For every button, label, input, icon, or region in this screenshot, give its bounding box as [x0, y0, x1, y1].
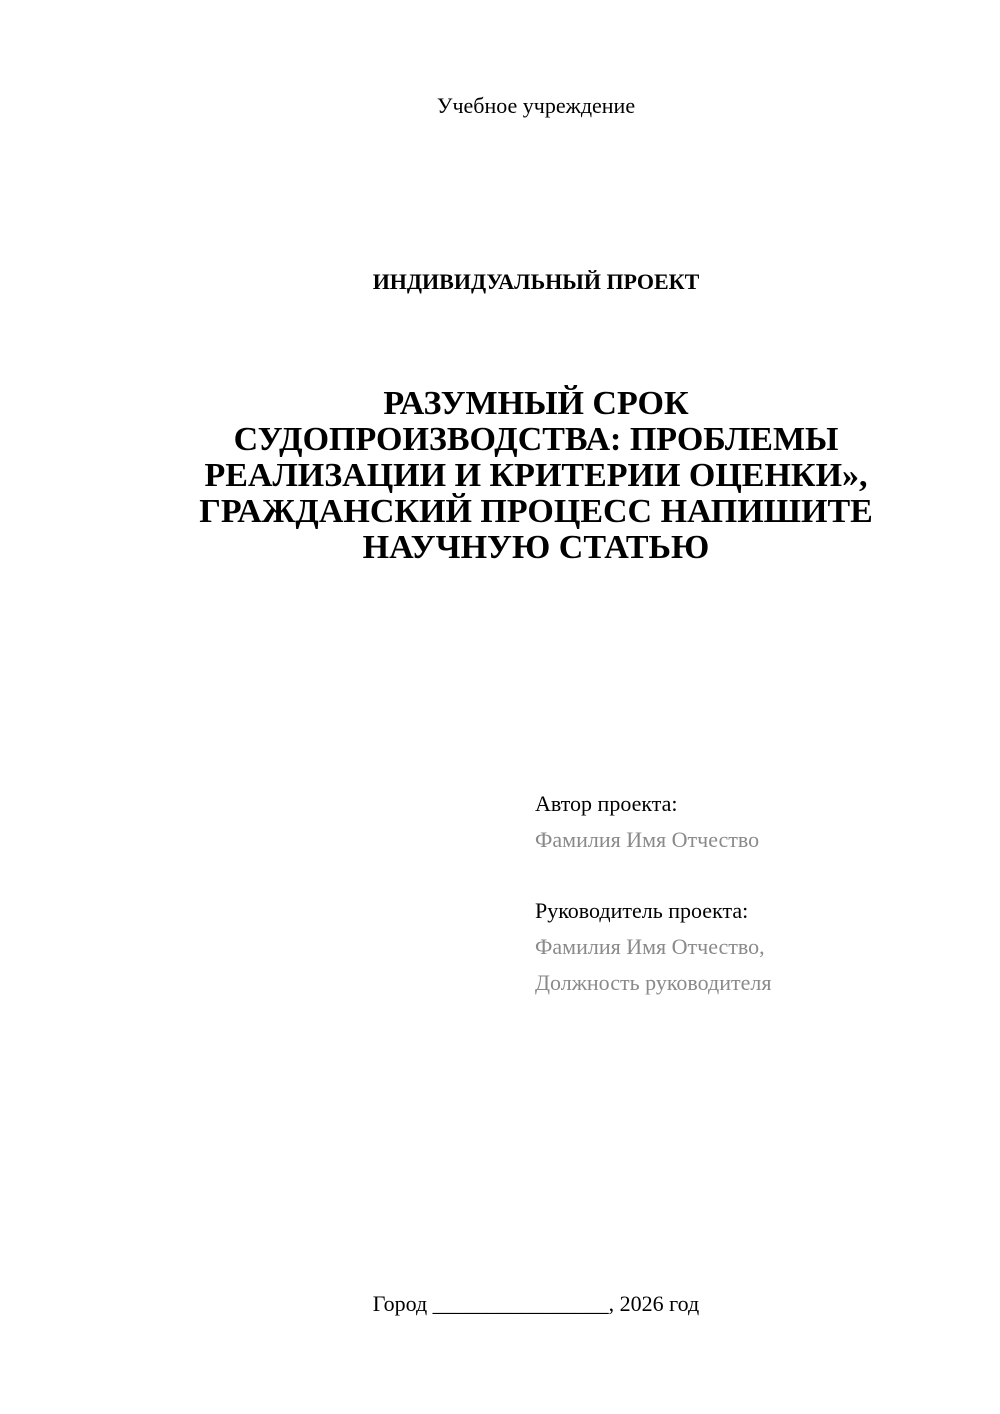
- project-type-heading: ИНДИВИДУАЛЬНЫЙ ПРОЕКТ: [372, 269, 700, 294]
- project-title-line: РЕАЛИЗАЦИИ И КРИТЕРИИ ОЦЕНКИ»,: [204, 457, 868, 494]
- project-title-line: ГРАЖДАНСКИЙ ПРОЦЕСС НАПИШИТЕ: [199, 493, 873, 530]
- supervisor-position-placeholder: Должность руководителя: [535, 970, 772, 995]
- supervisor-label: Руководитель проекта:: [535, 898, 749, 923]
- city-year-footer: Город ________________, 2026 год: [372, 1291, 700, 1316]
- project-title-line: СУДОПРОИЗВОДСТВА: ПРОБЛЕМЫ: [233, 421, 839, 458]
- project-title-line: НАУЧНУЮ СТАТЬЮ: [362, 529, 710, 566]
- author-block: [535, 786, 955, 858]
- author-name-placeholder: Фамилия Имя Отчество: [535, 827, 760, 852]
- institution-name: Учебное учреждение: [436, 93, 636, 118]
- supervisor-block: [535, 893, 955, 1001]
- author-label: Автор проекта:: [535, 791, 678, 816]
- project-title-line: РАЗУМНЫЙ СРОК: [383, 385, 689, 422]
- project-title: [120, 386, 952, 566]
- supervisor-name-placeholder: Фамилия Имя Отчество,: [535, 934, 765, 959]
